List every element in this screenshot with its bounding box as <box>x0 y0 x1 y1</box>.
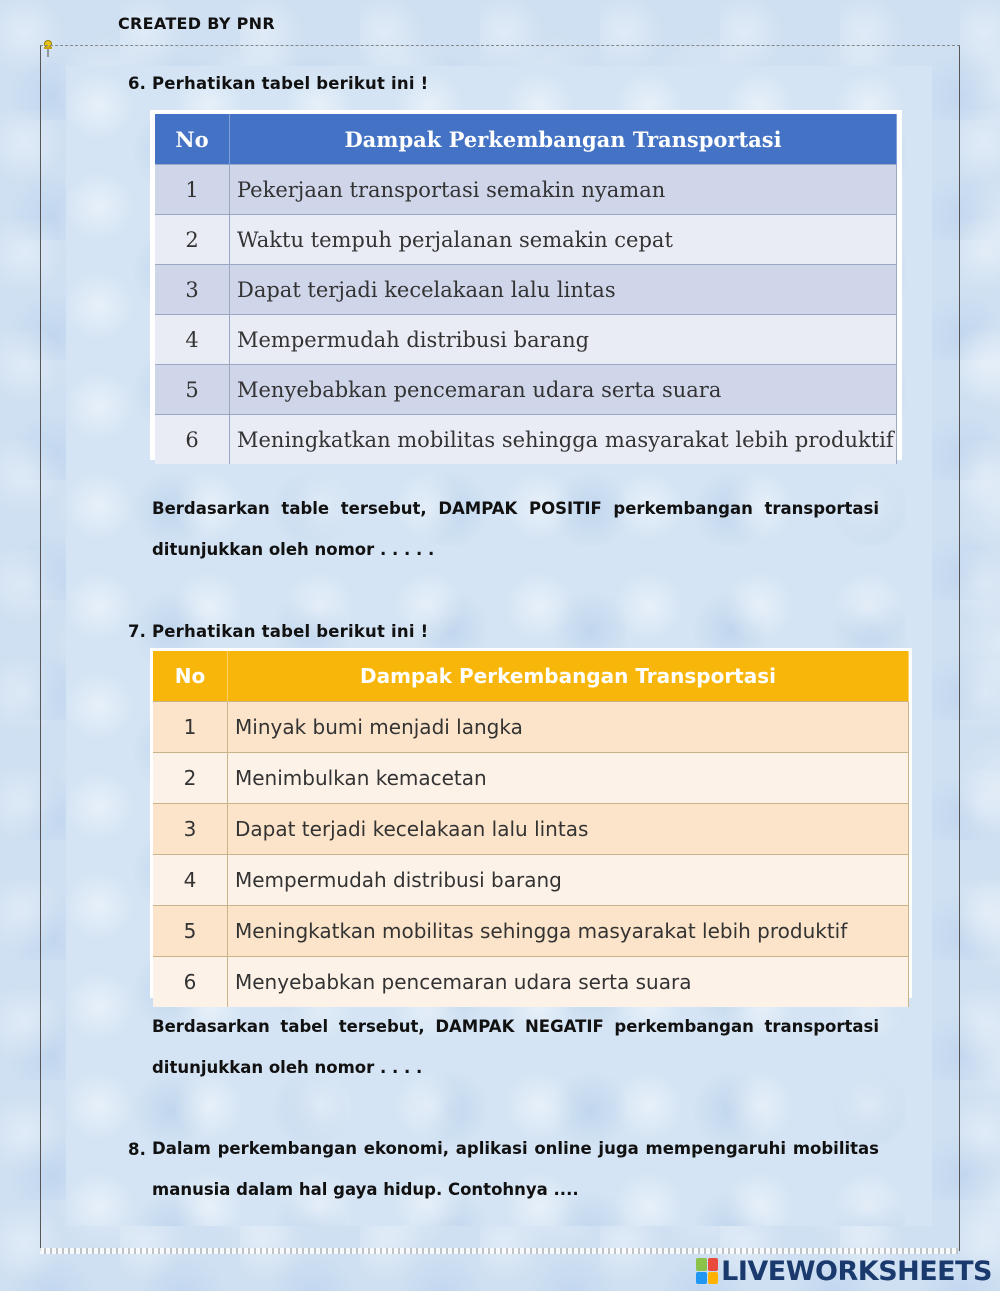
row-number: 6 <box>155 415 230 465</box>
table-impact-positive <box>150 110 902 460</box>
row-text: Mempermudah distribusi barang <box>228 855 909 906</box>
table-row <box>155 365 897 415</box>
row-text: Waktu tempuh perjalanan semakin cepat <box>230 215 897 265</box>
row-number: 2 <box>155 215 230 265</box>
table-row <box>155 415 897 465</box>
table-row <box>153 957 909 1008</box>
question-number: 6. <box>128 74 147 93</box>
row-text: Menimbulkan kemacetan <box>228 753 909 804</box>
row-number: 4 <box>153 855 228 906</box>
liveworksheets-brand <box>696 1255 992 1287</box>
question-prompt: Perhatikan tabel berikut ini ! <box>152 622 429 641</box>
table-impact-negative <box>150 648 912 998</box>
row-text: Meningkatkan mobilitas sehingga masyarakat lebih produktif <box>228 906 909 957</box>
row-text: Dapat terjadi kecelakaan lalu lintas <box>230 265 897 315</box>
question-number: 7. <box>128 622 147 641</box>
table-header-no: No <box>155 114 230 165</box>
row-number: 1 <box>153 702 228 753</box>
table-header-impact: Dampak Perkembangan Transportasi <box>230 114 897 165</box>
table-row <box>153 855 909 906</box>
question-number: 8. <box>128 1140 147 1159</box>
question-7-follow-up: Berdasarkan tabel tersebut, DAMPAK NEGATIF perkembangan transportasi ditunjukkan oleh nomor . . . . <box>152 1017 879 1077</box>
question-prompt: Perhatikan tabel berikut ini ! <box>152 74 429 93</box>
row-number: 3 <box>155 265 230 315</box>
question-6-follow-up: Berdasarkan table tersebut, DAMPAK POSITIF perkembangan transportasi ditunjukkan oleh nomor . . . . . <box>152 499 879 559</box>
table-header-no: No <box>153 651 228 702</box>
table-row <box>153 753 909 804</box>
worksheet-frame-bottom <box>40 1248 958 1254</box>
liveworksheets-logo-icon <box>696 1258 718 1284</box>
question-8-prompt: Dalam perkembangan ekonomi, aplikasi online juga mempengaruhi mobilitas manusia dalam hal gaya hidup. Contohnya .... <box>152 1139 879 1199</box>
table-header-impact: Dampak Perkembangan Transportasi <box>228 651 909 702</box>
brand-name: LIVEWORKSHEETS <box>721 1255 992 1287</box>
row-number: 5 <box>153 906 228 957</box>
row-number: 1 <box>155 165 230 215</box>
row-number: 4 <box>155 315 230 365</box>
table-row <box>155 165 897 215</box>
table-row <box>155 265 897 315</box>
table-row <box>153 702 909 753</box>
row-text: Menyebabkan pencemaran udara serta suara <box>230 365 897 415</box>
row-text: Menyebabkan pencemaran udara serta suara <box>228 957 909 1008</box>
row-number: 3 <box>153 804 228 855</box>
row-number: 2 <box>153 753 228 804</box>
row-text: Pekerjaan transportasi semakin nyaman <box>230 165 897 215</box>
table-row <box>153 804 909 855</box>
row-number: 5 <box>155 365 230 415</box>
row-text: Meningkatkan mobilitas sehingga masyarakat lebih produktif <box>230 415 897 465</box>
header-credit: CREATED BY PNR <box>118 14 275 33</box>
row-text: Mempermudah distribusi barang <box>230 315 897 365</box>
row-text: Dapat terjadi kecelakaan lalu lintas <box>228 804 909 855</box>
table-row <box>155 315 897 365</box>
table-row <box>153 906 909 957</box>
row-text: Minyak bumi menjadi langka <box>228 702 909 753</box>
row-number: 6 <box>153 957 228 1008</box>
table-row <box>155 215 897 265</box>
